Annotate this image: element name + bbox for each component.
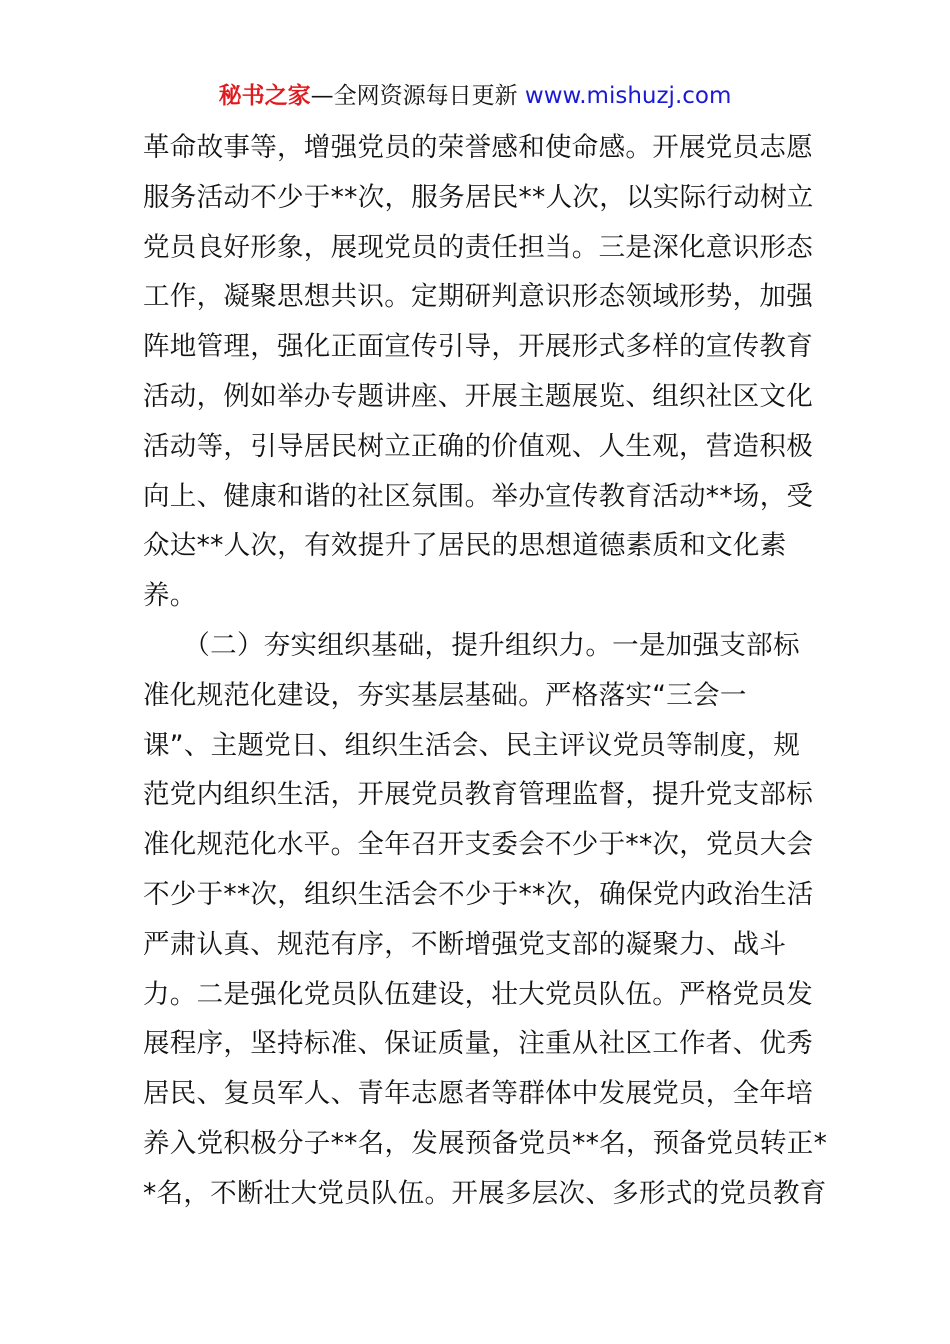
text-line: 不少于**次，组织生活会不少于**次，确保党内政治生活 — [143, 878, 814, 910]
text-line: 向上、健康和谐的社区氛围。举办宣传教育活动**场，受 — [143, 480, 814, 512]
site-brand: 秘书之家 — [218, 83, 311, 109]
text-line: 课”、主题党日、组织生活会、民主评议党员等制度，规 — [143, 729, 801, 761]
text-line: 众达**人次，有效提升了居民的思想道德素质和文化素 — [143, 530, 787, 562]
text-line: 展程序，坚持标准、保证质量，注重从社区工作者、优秀 — [143, 1028, 813, 1060]
text-line: 党员良好形象，展现党员的责任担当。三是深化意识形态 — [143, 231, 813, 263]
text-line: 范党内组织生活，开展党员教育管理监督，提升党支部标 — [143, 779, 813, 811]
site-header — [0, 80, 950, 112]
text-line: 活动，例如举办专题讲座、开展主题展览、组织社区文化 — [143, 380, 813, 412]
text-line: 服务活动不少于**次，服务居民**人次，以实际行动树立 — [143, 181, 814, 213]
site-url[interactable]: www.mishuzj.com — [524, 83, 732, 109]
text-line: 工作，凝聚思想共识。定期研判意识形态领域形势，加强 — [143, 281, 813, 313]
text-line: *名，不断壮大党员队伍。开展多层次、多形式的党员教育 — [143, 1177, 827, 1209]
text-line: 严肃认真、规范有序，不断增强党支部的凝聚力、战斗 — [143, 928, 787, 960]
text-line: 准化规范化建设，夯实基层基础。严格落实“三会一 — [143, 679, 747, 711]
text-line: 居民、复员军人、青年志愿者等群体中发展党员，全年培 — [143, 1078, 813, 1110]
text-line: 活动等，引导居民树立正确的价值观、人生观，营造积极 — [143, 430, 813, 462]
text-line: 准化规范化水平。全年召开支委会不少于**次，党员大会 — [143, 829, 814, 861]
site-tagline: —全网资源每日更新 — [310, 83, 525, 109]
text-line: 力。二是强化党员队伍建设，壮大党员队伍。严格党员发 — [143, 978, 813, 1010]
text-line: 养入党积极分子**名，发展预备党员**名，预备党员转正* — [143, 1127, 828, 1159]
text-line: 革命故事等，增强党员的荣誉感和使命感。开展党员志愿 — [143, 132, 813, 163]
text-line: 养。 — [143, 580, 197, 612]
document-body — [143, 123, 828, 1219]
text-line: 阵地管理，强化正面宣传引导，开展形式多样的宣传教育 — [143, 331, 813, 363]
section-heading-line: （二）夯实组织基础，提升组织力。一是加强支部标 — [143, 629, 800, 661]
